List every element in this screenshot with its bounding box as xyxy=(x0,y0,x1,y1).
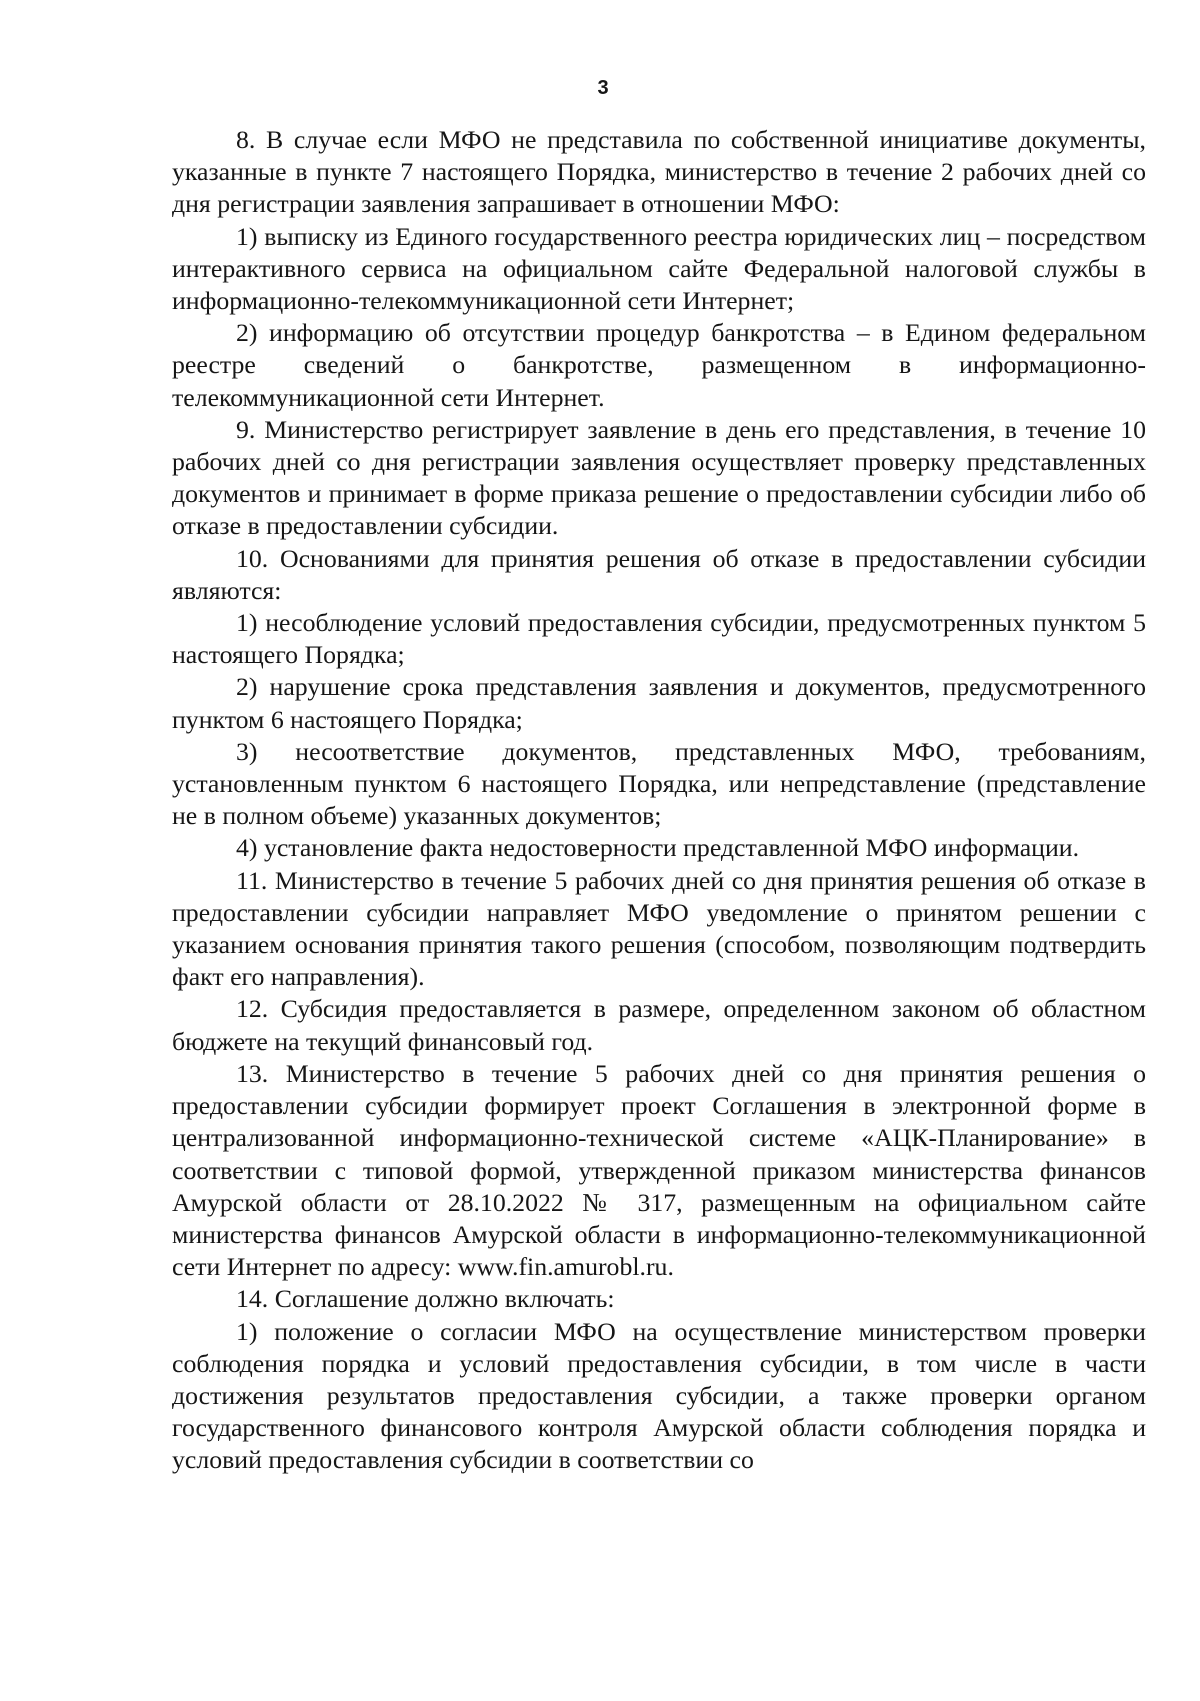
paragraph-10-item-3: 3) несоответствие документов, представленных МФО, требованиям, установленным пунктом 6 настоящего Порядка, или непредставление (представление не в полном объеме) указанных документов; xyxy=(172,736,1146,831)
paragraph-8: 8. В случае если МФО не представила по собственной инициативе документы, указанные в пункте 7 настоящего Порядка, министерство в течение 2 рабочих дней со дня регистрации заявления запрашивает в отношении МФО: xyxy=(172,125,1146,219)
paragraph-10-item-4: 4) установление факта недостоверности представленной МФО информации. xyxy=(236,833,1080,863)
paragraph-10-item-1: 1) несоблюдение условий предоставления субсидии, предусмотренных пунктом 5 настоящего Порядка; xyxy=(172,608,1146,670)
paragraph-11: 11. Министерство в течение 5 рабочих дней со дня принятия решения об отказе в предоставлении субсидии направляет МФО уведомление о принятом решении с указанием основания принятия такого решения (способом, позволяющим подтвердить факт его направления). xyxy=(172,865,1146,992)
paragraph-14: 14. Соглашение должно включать: xyxy=(236,1284,615,1314)
paragraph-9: 9. Министерство регистрирует заявление в день его представления, в течение 10 рабочих дней со дня регистрации заявления осуществляет проверку представленных документов и принимает в форме приказа решение о предоставлении субсидии либо об отказе в предоставлении субсидии. xyxy=(172,414,1146,541)
paragraph-8-item-2: 2) информацию об отсутствии процедур банкротства – в Едином федеральном реестре сведений о банкротстве, размещенном в информационно-телекоммуникационной сети Интернет. xyxy=(172,318,1146,412)
paragraph-13: 13. Министерство в течение 5 рабочих дней со дня принятия решения о предоставлении субсидии формирует проект Соглашения в электронной форме в централизованной информационно-технической системе «АЦК-Планирование» в соответствии с типовой формой, утвержденной приказом министерства финансов Амурской области от 28.10.2022 № 317, размещенным на официальном сайте министерства финансов Амурской области в информационно-телекоммуникационной сети Интернет по адресу: www.fin.amurobl.ru. xyxy=(172,1058,1146,1282)
paragraph-10: 10. Основаниями для принятия решения об отказе в предоставлении субсидии являются: xyxy=(172,543,1146,605)
document-body xyxy=(172,124,1146,1477)
page-number: 3 xyxy=(597,77,609,99)
paragraph-12: 12. Субсидия предоставляется в размере, определенном законом об областном бюджете на текущий финансовый год. xyxy=(172,994,1146,1056)
paragraph-8-item-1: 1) выписку из Единого государственного реестра юридических лиц – посредством интерактивного сервиса на официальном сайте Федеральной налоговой службы в информационно-телекоммуникационной сети Интернет; xyxy=(172,221,1146,316)
paragraph-10-item-2: 2) нарушение срока представления заявления и документов, предусмотренного пунктом 6 настоящего Порядка; xyxy=(172,672,1146,734)
paragraph-14-item-1: 1) положение о согласии МФО на осуществление министерством проверки соблюдения порядка и условий предоставления субсидии, в том числе в части достижения результатов предоставления субсидии, а также проверки органом государственного финансового контроля Амурской области соблюдения порядка и условий предоставления субсидии в соответствии со xyxy=(172,1316,1146,1475)
